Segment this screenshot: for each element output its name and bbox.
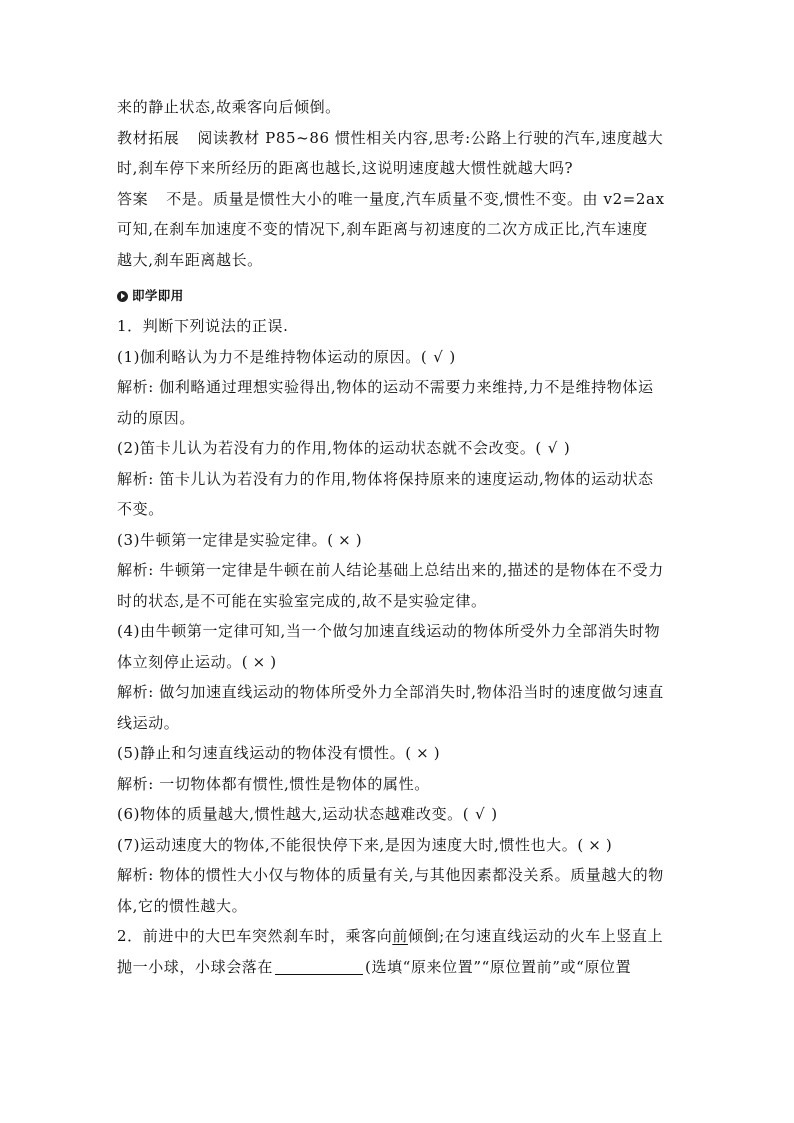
page-content <box>117 92 679 982</box>
explanation-7: 解析: 物体的惯性大小仅与物体的质量有关,与其他因素都没关系。质量越大的物 <box>117 866 664 884</box>
cross-mark: × <box>338 530 352 549</box>
question-2-text: 倾倒;在匀速直线运动的火车上竖直上 <box>407 927 664 945</box>
explanation-3: 解析: 牛顿第一定律是牛顿在前人结论基础上总结出来的,描述的是物体在不受力 <box>117 561 664 579</box>
extension-tag: 教材拓展 <box>117 128 180 147</box>
statement-text: (2)笛卡儿认为若没有力的作用,物体的运动状态就不会改变。( <box>117 439 542 457</box>
paren-close: ) <box>491 805 498 823</box>
explanation-2: 解析: 笛卡儿认为若没有力的作用,物体将保持原来的速度运动,物体的运动状态 <box>117 469 654 488</box>
statement-6 <box>117 799 679 830</box>
intro-line: 来的静止状态,故乘客向后倾倒。 <box>117 98 341 116</box>
answer-underlined: 前 <box>392 927 408 945</box>
answer-line <box>117 184 679 215</box>
paren-close: ) <box>449 347 456 366</box>
question-1-title: 1．判断下列说法的正误. <box>117 317 289 335</box>
textbook-extension <box>117 123 679 154</box>
cross-mark: × <box>252 652 266 671</box>
statement-7 <box>117 830 679 861</box>
paren-close: ) <box>605 835 613 854</box>
answer-text: 不是。质量是惯性大小的唯一量度,汽车质量不变,惯性不变。由 v2=2ax <box>166 189 665 208</box>
explanation-4: 解析: 做匀加速直线运动的物体所受外力全部消失时,物体沿当时的速度做匀速直 <box>117 683 664 701</box>
answer-text-cont: 越大,刹车距离越长。 <box>117 250 263 269</box>
question-2-cont <box>117 952 679 983</box>
check-mark: √ <box>475 805 486 823</box>
check-mark: √ <box>433 347 444 366</box>
explanation-5: 解析: 一切物体都有惯性,惯性是物体的属性。 <box>117 774 430 793</box>
paren-close: ) <box>433 744 441 762</box>
question-2 <box>117 921 679 952</box>
statement-3 <box>117 525 679 556</box>
extension-text: 阅读教材 P85~86 惯性相关内容,思考:公路上行驶的汽车,速度越大 <box>197 128 664 147</box>
question-2-text: 抛一小球，小球会落在 <box>117 957 274 976</box>
explanation-1-cont: 动的原因。 <box>117 408 196 427</box>
statement-1 <box>117 342 679 373</box>
statement-4-cont <box>117 647 679 678</box>
section-heading <box>117 281 679 311</box>
fill-in-blank[interactable] <box>275 956 363 975</box>
statement-4: (4)由牛顿第一定律可知,当一个做匀加速直线运动的物体所受外力全部消失时物 <box>117 622 661 640</box>
explanation-3-cont: 时的状态,是不可能在实验室完成的,故不是实验定律。 <box>117 591 487 610</box>
extension-text-cont: 时,刹车停下来所经历的距离也越长,这说明速度越大惯性就越大吗? <box>117 159 574 177</box>
cross-mark: × <box>416 744 430 762</box>
statement-text: (1)伽利略认为力不是维持物体运动的原因。( <box>117 347 428 366</box>
explanation-4-cont: 线运动。 <box>117 713 180 732</box>
check-mark: √ <box>547 439 558 457</box>
play-circle-icon <box>117 291 128 302</box>
explanation-1: 解析: 伽利略通过理想实验得出,物体的运动不需要力来维持,力不是维持物体运 <box>117 378 654 396</box>
section-title: 即学即用 <box>132 287 184 303</box>
answer-tag: 答案 <box>117 189 149 208</box>
paren-close: ) <box>563 439 571 457</box>
answer-text-cont: 可知,在刹车加速度不变的情况下,刹车距离与初速度的二次方成正比,汽车速度 <box>117 220 648 238</box>
question-2-text: 2．前进中的大巴车突然刹车时，乘客向 <box>117 927 393 945</box>
statement-text: (3)牛顿第一定律是实验定律。( <box>117 530 334 549</box>
statement-5 <box>117 738 679 769</box>
question-2-text: (选填“原来位置”“原位置前”或“原位置 <box>365 957 632 976</box>
statement-text: (5)静止和匀速直线运动的物体没有惯性。( <box>117 744 412 762</box>
statement-2 <box>117 433 679 464</box>
statement-text: (7)运动速度大的物体,不能很快停下来,是因为速度大时,惯性也大。( <box>117 835 584 854</box>
paren-close: ) <box>270 652 277 671</box>
explanation-7-cont: 体,它的惯性越大。 <box>117 896 248 915</box>
paren-close: ) <box>355 530 363 549</box>
statement-text: 体立刻停止运动。( <box>117 652 249 671</box>
statement-text: (6)物体的质量越大,惯性越大,运动状态越难改变。( <box>117 805 470 823</box>
explanation-2-cont: 不变。 <box>117 500 164 518</box>
cross-mark: × <box>588 835 602 854</box>
